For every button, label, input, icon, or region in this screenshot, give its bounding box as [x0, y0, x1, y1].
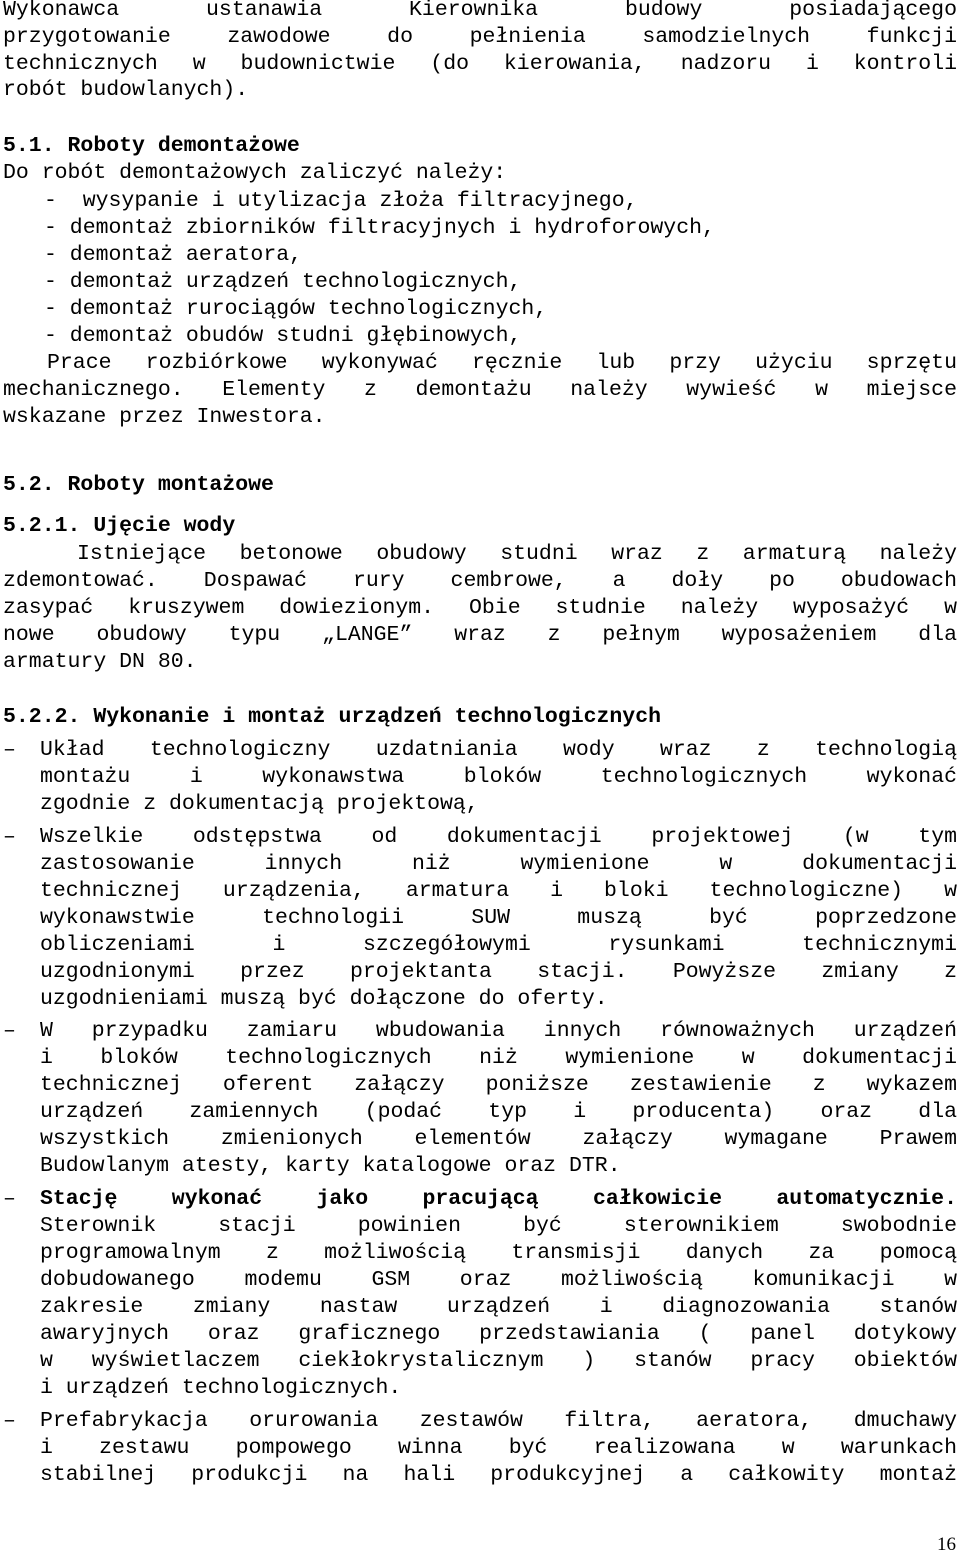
bullet-2-line-4: wykonawstwie technologii SUW muszą być poprzedzone [40, 906, 957, 930]
bullet-5-line-3: stabilnej produkcji na hali produkcyjnej a całkowity montaż [40, 1463, 957, 1487]
page-number: 16 [937, 1534, 956, 1555]
section-5-1-para-line-2: mechanicznego. Elementy z demontażu należy wywieść w miejsce [3, 378, 957, 402]
section-heading-5-2: 5.2. Roboty montażowe [3, 473, 274, 497]
bullet-4-line-2: programowalnym z możliwością transmisji danych za pomocą [40, 1241, 957, 1265]
bullet-4-bold-line: Stację wykonać jako pracującą całkowicie automatycznie. [40, 1187, 957, 1211]
bullet-dash: – [3, 1019, 16, 1043]
section-5-1-lead: Do robót demontażowych zaliczyć należy: [3, 161, 507, 185]
demolition-item-2: - demontaż zbiorników filtracyjnych i hydroforowych, [44, 216, 715, 240]
bullet-3-line-4: urządzeń zamiennych (podać typ i producenta) oraz dla [40, 1100, 957, 1124]
intro-line-2: przygotowanie zawodowe do pełnienia samodzielnych funkcji [3, 25, 957, 49]
bullet-dash: – [3, 1409, 16, 1433]
bullet-3-line-3: technicznej oferent załączy poniższe zestawienie z wykazem [40, 1073, 957, 1097]
bullet-1-line-3: zgodnie z dokumentacją projektową, [40, 792, 479, 816]
section-heading-5-2-1: 5.2.1. Ujęcie wody [3, 514, 236, 538]
bullet-3-line-1: W przypadku zamiaru wbudowania innych równoważnych urządzeń [40, 1019, 957, 1043]
section-5-2-1-line-1: Istniejące betonowe obudowy studni wraz z armaturą należy [77, 542, 957, 566]
bullet-2-line-2: zastosowanie innych niż wymienione w dokumentacji [40, 852, 957, 876]
bullet-1-line-1: Układ technologiczny uzdatniania wody wraz z technologią [40, 738, 957, 762]
section-5-1-para-line-3: wskazane przez Inwestora. [3, 405, 326, 429]
bullet-2-line-5: obliczeniami i szczegółowymi rysunkami technicznymi [40, 933, 957, 957]
bullet-dash: – [3, 825, 16, 849]
bullet-1-line-2: montażu i wykonawstwa bloków technologicznych wykonać [40, 765, 957, 789]
bullet-4-line-3: dobudowanego modemu GSM oraz możliwością komunikacji w [40, 1268, 957, 1292]
demolition-item-3: - demontaż aeratora, [44, 243, 303, 267]
section-5-2-1-line-5: armatury DN 80. [3, 650, 197, 674]
demolition-item-5: - demontaż rurociągów technologicznych, [44, 297, 548, 321]
demolition-item-4: - demontaż urządzeń technologicznych, [44, 270, 522, 294]
bullet-2-line-6: uzgodnionymi przez projektanta stacji. Powyższe zmiany z [40, 960, 957, 984]
bullet-4-line-5: awaryjnych oraz graficznego przedstawiania ( panel dotykowy [40, 1322, 957, 1346]
section-5-2-1-line-2: zdemontować. Dospawać rury cembrowe, a doły po obudowach [3, 569, 957, 593]
bullet-5-line-2: i zestawu pompowego winna być realizowana w warunkach [40, 1436, 957, 1460]
bullet-dash: – [3, 738, 16, 762]
demolition-item-6: - demontaż obudów studni głębinowych, [44, 324, 522, 348]
bullet-4-line-7: i urządzeń technologicznych. [40, 1376, 402, 1400]
bullet-3-line-6: Budowlanym atesty, karty katalogowe oraz DTR. [40, 1154, 621, 1178]
bullet-3-line-5: wszystkich zmienionych elementów załączy wymagane Prawem [40, 1127, 957, 1151]
bullet-2-line-1: Wszelkie odstępstwa od dokumentacji projektowej (w tym [40, 825, 957, 849]
bullet-2-line-3: technicznej urządzenia, armatura i bloki technologiczne) w [40, 879, 957, 903]
section-5-1-para-line-1: Prace rozbiórkowe wykonywać ręcznie lub przy użyciu sprzętu [47, 351, 957, 375]
intro-line-4: robót budowlanych). [3, 78, 249, 102]
intro-line-3: technicznych w budownictwie (do kierowania, nadzoru i kontroli [3, 52, 957, 76]
bullet-4-line-6: w wyświetlaczem ciekłokrystalicznym ) stanów pracy obiektów [40, 1349, 957, 1373]
bullet-3-line-2: i bloków technologicznych niż wymienione w dokumentacji [40, 1046, 957, 1070]
bullet-dash: – [3, 1187, 16, 1211]
intro-line-1: Wykonawca ustanawia Kierownika budowy posiadającego [3, 0, 957, 22]
section-heading-5-2-2: 5.2.2. Wykonanie i montaż urządzeń technologicznych [3, 705, 662, 729]
bullet-4-line-1: Sterownik stacji powinien być sterownikiem swobodnie [40, 1214, 957, 1238]
bullet-4-line-4: zakresie zmiany nastaw urządzeń i diagnozowania stanów [40, 1295, 957, 1319]
section-5-2-1-line-3: zasypać kruszywem dowiezionym. Obie studnie należy wyposażyć w [3, 596, 957, 620]
bullet-2-line-7: uzgodnieniami muszą być dołączone do oferty. [40, 987, 608, 1011]
section-5-2-1-line-4: nowe obudowy typu „LANGE” wraz z pełnym wyposażeniem dla [3, 623, 957, 647]
bullet-5-line-1: Prefabrykacja orurowania zestawów filtra, aeratora, dmuchawy [40, 1409, 957, 1433]
demolition-item-1: - wysypanie i utylizacja złoża filtracyjnego, [44, 189, 638, 213]
section-heading-5-1: 5.1. Roboty demontażowe [3, 134, 300, 158]
